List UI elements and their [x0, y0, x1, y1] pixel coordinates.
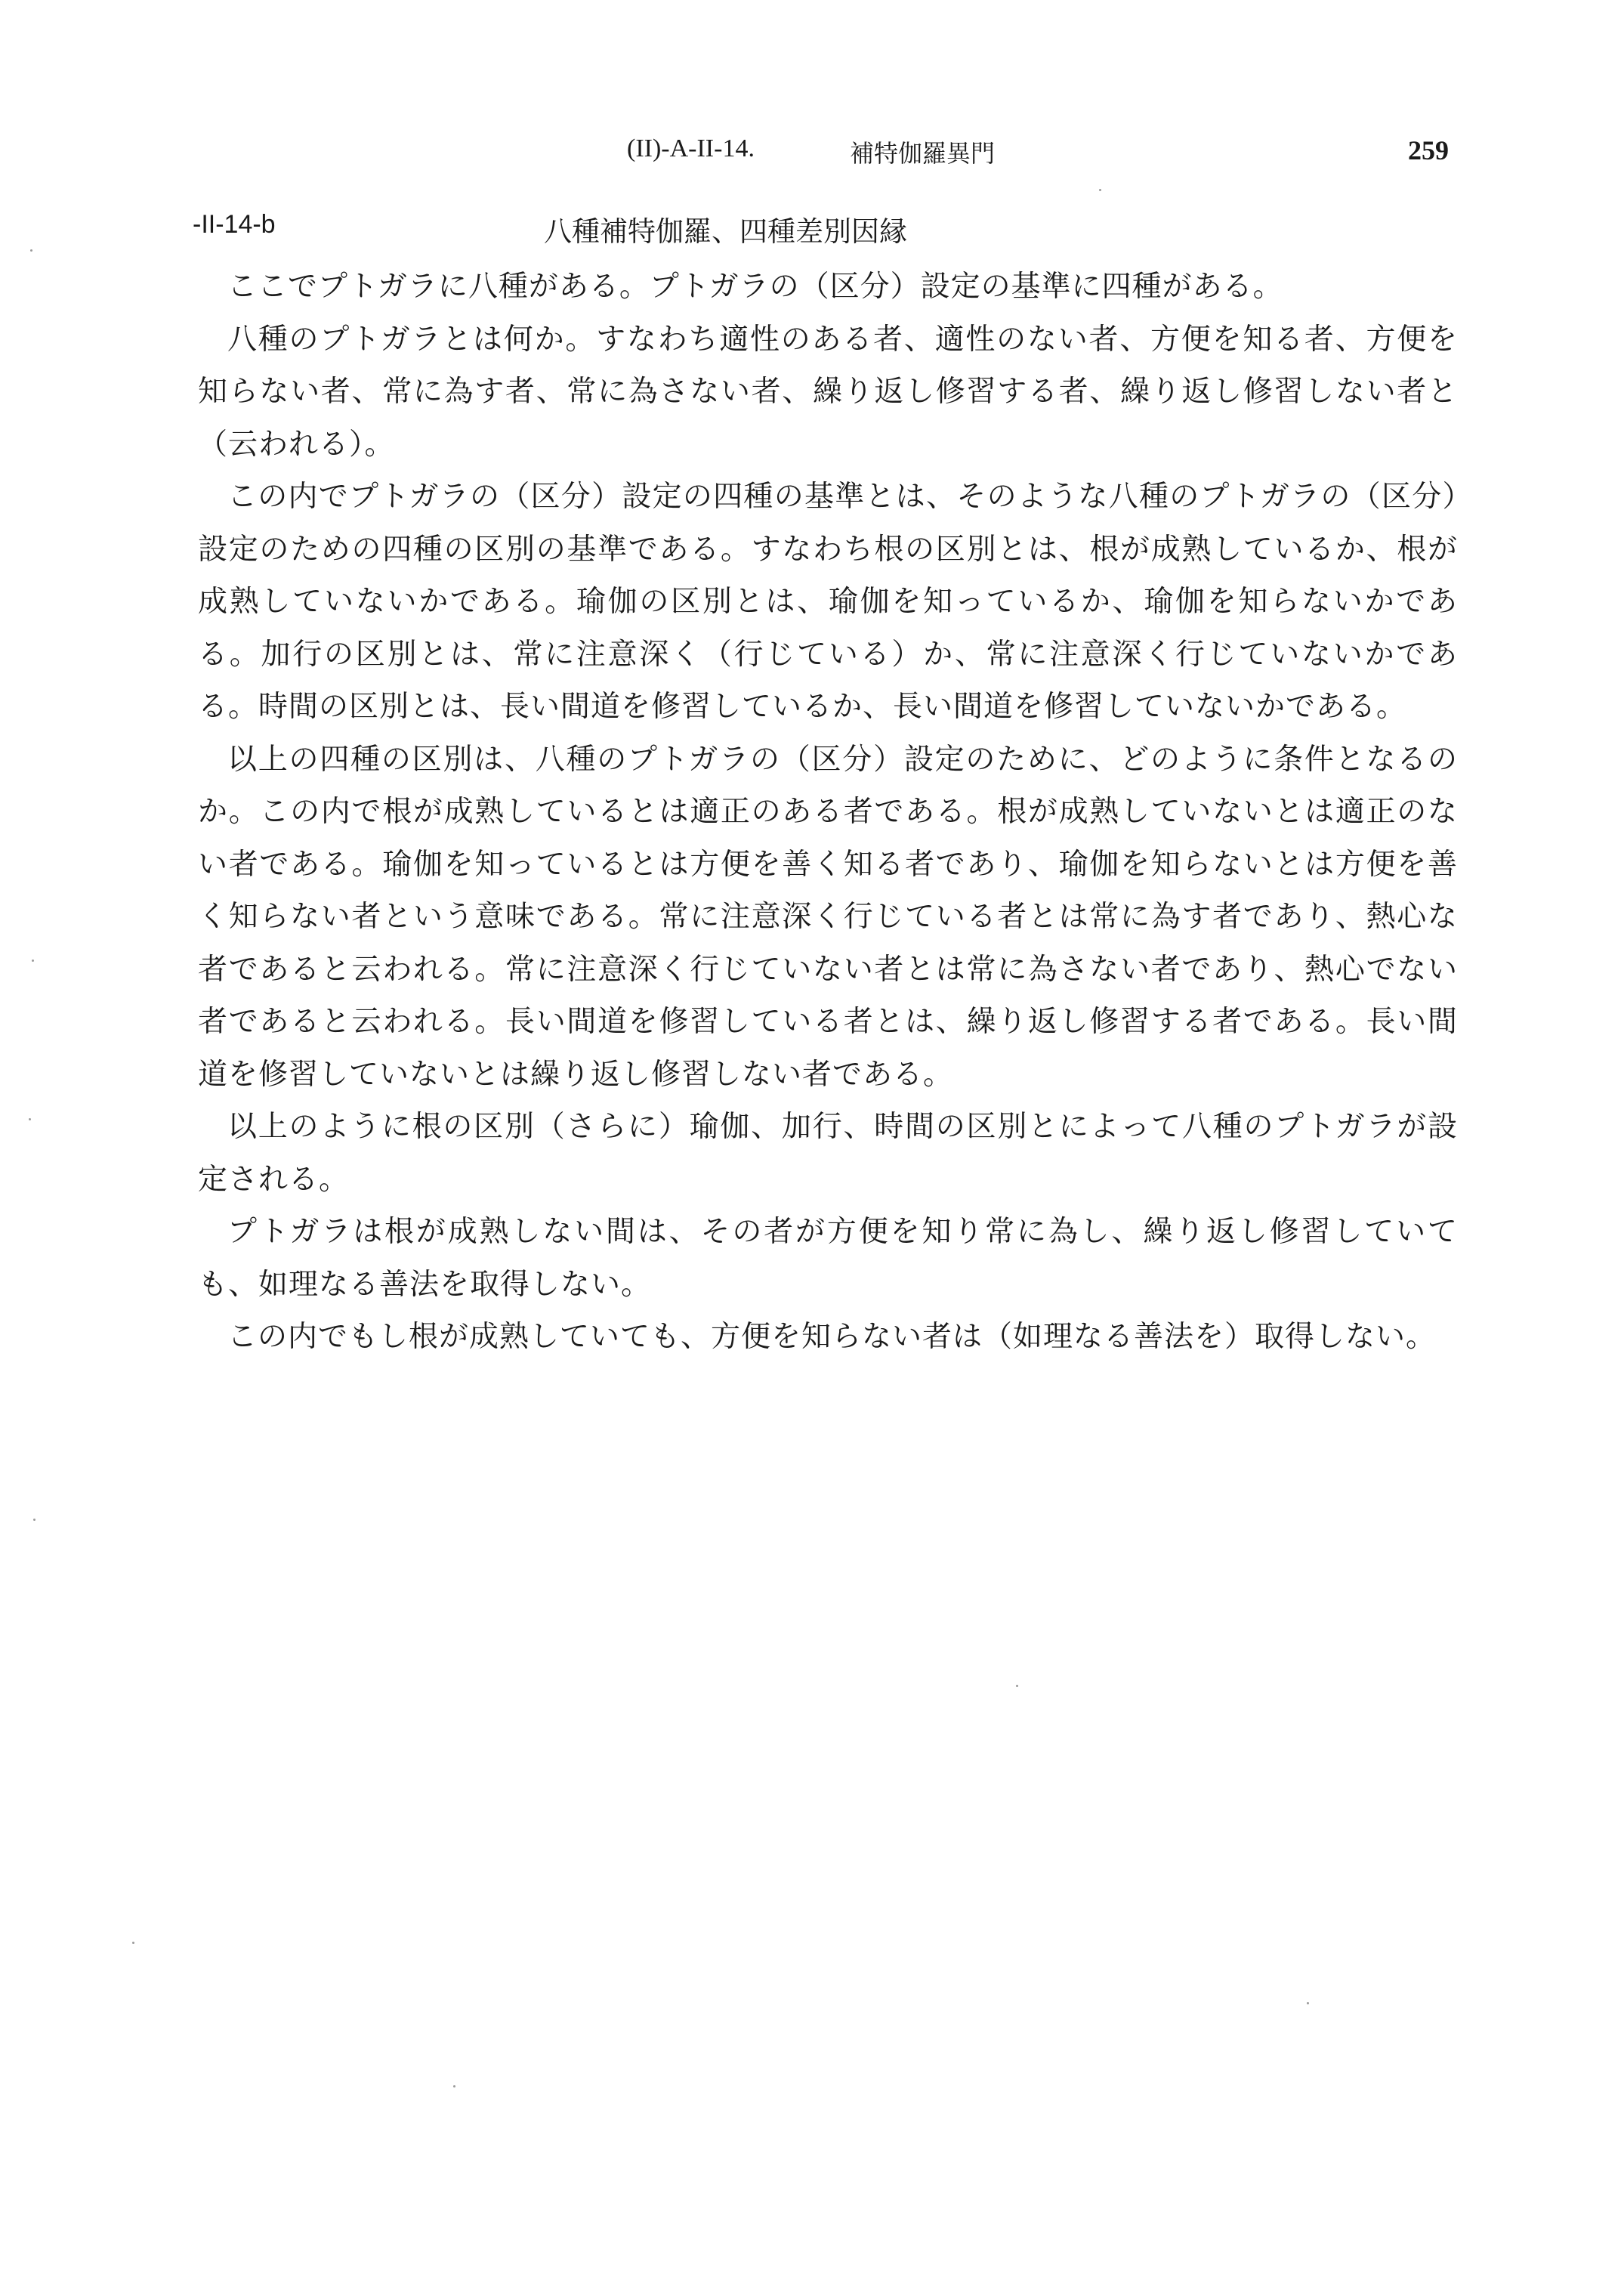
- subsection-code: -II-14-b: [193, 210, 276, 239]
- paragraph: 八種のプトガラとは何か。すなわち適性のある者、適性のない者、方便を知る者、方便を知らない者、常に為す者、常に為さない者、繰り返し修習する者、繰り返し修習しない者と（云われる）。: [198, 322, 1458, 462]
- scan-speck: [30, 249, 32, 252]
- paragraph: プトガラは根が成熟しない間は、その者が方便を知り常に為し、繰り返し修習していても、如理なる善法を取得しない。: [198, 1215, 1458, 1302]
- scan-speck: [29, 1118, 31, 1120]
- paragraph: 以上の四種の区別は、八種のプトガラの（区分）設定のために、どのように条件となるのか。この内で根が成熟しているとは適正のある者である。根が成熟していないとは適正のない者である。瑜伽を知っているとは方便を善く知る者であり、瑜伽を知らないとは方便を善く知らない者という意味である。常に注意深く行じている者とは常に為す者であり、熱心な者であると云われる。常に注意深く行じていない者とは常に為さない者であり、熱心でない者であると云われる。長い間道を修習している者とは、繰り返し修習する者である。長い間道を修習していないとは繰り返し修習しない者である。: [198, 742, 1458, 1092]
- header-chapter-title: 補特伽羅異門: [850, 139, 996, 168]
- subsection-title: 八種補特伽羅、四種差別因縁: [544, 215, 907, 248]
- header-section-number: (II)-A-II-14.: [627, 134, 755, 162]
- paragraph: この内でもし根が成熟していても、方便を知らない者は（如理なる善法を）取得しない。: [227, 1320, 1437, 1354]
- scan-speck: [1099, 189, 1101, 191]
- scan-speck: [1307, 2002, 1309, 2004]
- scan-speck: [453, 2085, 455, 2087]
- running-header: [204, 134, 1449, 180]
- section-subheading: [193, 210, 1462, 255]
- body-text: [198, 261, 1458, 1364]
- page-number: 259: [1408, 135, 1449, 165]
- scan-speck: [33, 1519, 36, 1521]
- scan-speck: [132, 1942, 134, 1944]
- scan-speck: [1016, 1685, 1018, 1687]
- paragraph: 以上のように根の区別（さらに）瑜伽、加行、時間の区別とによって八種のプトガラが設定される。: [198, 1110, 1458, 1197]
- scan-speck: [32, 959, 34, 962]
- paragraph: この内でプトガラの（区分）設定の四種の基準とは、そのような八種のプトガラの（区分）設定のための四種の区別の基準である。すなわち根の区別とは、根が成熟しているか、根が成熟していないかである。瑜伽の区別とは、瑜伽を知っているか、瑜伽を知らないかである。加行の区別とは、常に注意深く（行じている）か、常に注意深く行じていないかである。時間の区別とは、長い間道を修習しているか、長い間道を修習していないかである。: [198, 480, 1458, 724]
- paragraph: ここでプトガラに八種がある。プトガラの（区分）設定の基準に四種がある。: [227, 270, 1283, 304]
